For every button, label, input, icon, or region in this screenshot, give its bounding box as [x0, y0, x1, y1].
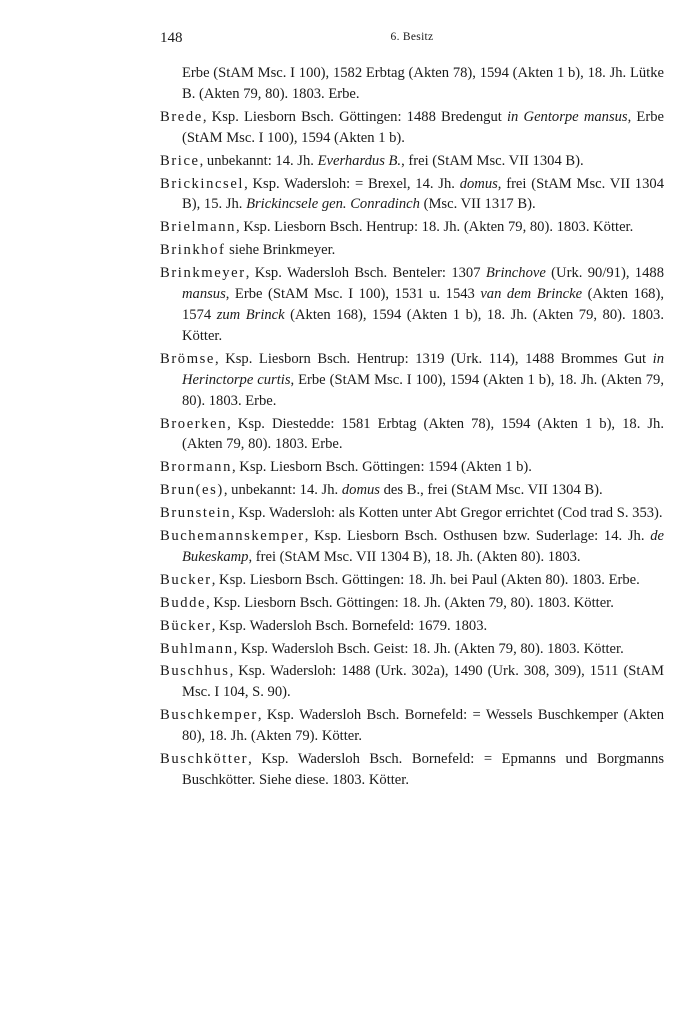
entry: [160, 217, 664, 238]
italic-text: Everhardus B.: [317, 152, 402, 169]
entry-headword: Brinkmeyer: [160, 265, 246, 282]
italic-text: Brinchove: [485, 265, 546, 282]
entry-text: , Ksp. Wadersloh Bsch. Bornefeld: 1679. 1803.: [211, 617, 488, 634]
entry-headword: Bucker: [160, 571, 212, 588]
entry-text: , Erbe (StAM Msc. I 100), 1594 (Akten 1 b), 18. Jh. (Akten 79, 80). 1803. Erbe.: [182, 371, 664, 409]
entry: [160, 639, 664, 660]
entry: [160, 503, 664, 524]
entry-text: , Ksp. Liesborn Bsch. Göttingen: 1488 Bredengut: [202, 108, 507, 125]
italic-text: in Gentorpe mansus: [507, 108, 628, 125]
entry-headword: Buschhus: [160, 663, 230, 680]
entry: [160, 414, 664, 456]
entry-text: des B., frei (StAM Msc. VII 1304 B).: [379, 482, 603, 499]
entry-headword: Buhlmann: [160, 640, 234, 657]
entry-headword: Brielmann: [160, 219, 237, 236]
italic-text: Brickincsele gen. Conradinch: [246, 196, 420, 213]
entry-text: , Ksp. Liesborn Bsch. Göttingen: 18. Jh. bei Paul (Akten 80). 1803. Erbe.: [211, 571, 640, 588]
entry-text: , Erbe (StAM Msc. I 100), 1594 (Akten 1 b).: [182, 108, 664, 146]
entry-headword: Buschkötter: [160, 751, 249, 768]
entry-list: [160, 63, 664, 793]
entry: [160, 174, 664, 216]
entry-headword: Buschkemper: [160, 707, 258, 724]
entry: [160, 480, 664, 501]
entry: [160, 661, 664, 703]
italic-text: de Bukeskamp: [182, 528, 664, 565]
entry: [160, 240, 664, 261]
entry-headword: Budde: [160, 594, 207, 611]
entry-headword: Bücker: [160, 617, 212, 634]
entry-text: , Ksp. Wadersloh: = Brexel, 14. Jh.: [244, 175, 460, 192]
entry-text: , frei (StAM Msc. VII 1304 B), 15. Jh.: [182, 175, 664, 213]
italic-text: domus: [341, 482, 380, 499]
entry-text: , Ksp. Liesborn Bsch. Hentrup: 1319 (Urk. 114), 1488 Brommes Gut: [215, 350, 653, 367]
entry-text: , Ksp. Liesborn Bsch. Osthusen bzw. Suderlage: 14. Jh.: [304, 528, 651, 545]
entry-headword: Brömse: [160, 350, 215, 367]
entry-text: (Akten 168), 1594 (Akten 1 b), 18. Jh. (Akten 79, 80). 1803. Kötter.: [182, 306, 664, 344]
entry-text: , Ksp. Wadersloh: als Kotten unter Abt Gregor errichtet (Cod trad S. 353).: [231, 505, 663, 522]
entry-text: , Ksp. Wadersloh Bsch. Bornefeld: = Wessels Buschkemper (Akten 80), 18. Jh. (Akten 79). Kötter.: [182, 707, 664, 745]
entry-text: (Akten 168), 1574: [182, 286, 664, 323]
entry: [160, 526, 664, 568]
entry-headword: Brun(es): [160, 482, 224, 499]
page-number: 148: [160, 30, 183, 46]
entry: [160, 349, 664, 412]
entry-headword: Broerken: [160, 415, 228, 432]
entry: [160, 570, 664, 591]
entry-headword: Brice: [160, 152, 200, 169]
entry: [160, 151, 664, 172]
italic-text: zum Brinck: [216, 306, 285, 323]
entry: [160, 457, 664, 478]
entry-text: Erbe (StAM Msc. I 100), 1582 Erbtag (Akten 78), 1594 (Akten 1 b), 18. Jh. Lütke B. (Akten 79, 80). 1803. Erbe.: [182, 65, 664, 102]
entry-headword: Brunstein: [160, 505, 232, 522]
entry: [160, 749, 664, 791]
entry-text: , frei (StAM Msc. VII 1304 B).: [401, 152, 584, 169]
entry-text: , frei (StAM Msc. VII 1304 B), 18. Jh. (Akten 80). 1803.: [248, 548, 581, 565]
running-title: 6. Besitz: [390, 31, 434, 43]
entry-text: , Ksp. Wadersloh Bsch. Geist: 18. Jh. (Akten 79, 80). 1803. Kötter.: [233, 640, 624, 657]
entry: [160, 705, 664, 747]
italic-text: mansus: [182, 286, 226, 303]
entry-text: , Erbe (StAM Msc. I 100), 1531 u. 1543: [225, 286, 481, 303]
page-header: [160, 30, 664, 50]
entry: [160, 593, 664, 614]
entry: [160, 263, 664, 347]
entry-text: , unbekannt: 14. Jh.: [199, 152, 318, 169]
entry-text: , Ksp. Wadersloh Bsch. Bornefeld: = Epmanns und Borgmanns Buschkötter. Siehe diese. 1803. Kötter.: [182, 751, 664, 788]
entry-text: , Ksp. Diestedde: 1581 Erbtag (Akten 78), 1594 (Akten 1 b), 18. Jh. (Akten 79, 80). 1803. Erbe.: [182, 415, 664, 453]
entry-headword: Brinkhof: [160, 242, 226, 259]
entry-headword: Brickincsel: [160, 175, 245, 192]
entry-headword: Buchemannskemper: [160, 528, 305, 545]
entry-text: , unbekannt: 14. Jh.: [223, 482, 342, 499]
entry: [160, 107, 664, 149]
entry-text: siehe Brinkmeyer.: [225, 242, 336, 259]
entry-text: , Ksp. Wadersloh Bsch. Benteler: 1307: [245, 265, 486, 282]
entry-headword: Brede: [160, 108, 203, 125]
entry-text: (Msc. VII 1317 B).: [419, 196, 536, 213]
entry-text: , Ksp. Liesborn Bsch. Hentrup: 18. Jh. (Akten 79, 80). 1803. Kötter.: [236, 219, 634, 236]
entry: [160, 63, 664, 105]
entry-text: , Ksp. Liesborn Bsch. Göttingen: 1594 (Akten 1 b).: [231, 459, 532, 476]
entry-headword: Brormann: [160, 459, 232, 476]
entry-text: (Urk. 90/91), 1488: [545, 265, 664, 282]
italic-text: domus: [459, 175, 498, 192]
entry: [160, 616, 664, 637]
entry-text: , Ksp. Liesborn Bsch. Göttingen: 18. Jh. (Akten 79, 80). 1803. Kötter.: [206, 594, 614, 611]
entry-text: , Ksp. Wadersloh: 1488 (Urk. 302a), 1490 (Urk. 308, 309), 1511 (StAM Msc. I 104, S. 90).: [182, 663, 664, 701]
italic-text: van dem Brincke: [480, 286, 583, 303]
italic-text: in Herinctorpe curtis: [182, 350, 664, 388]
